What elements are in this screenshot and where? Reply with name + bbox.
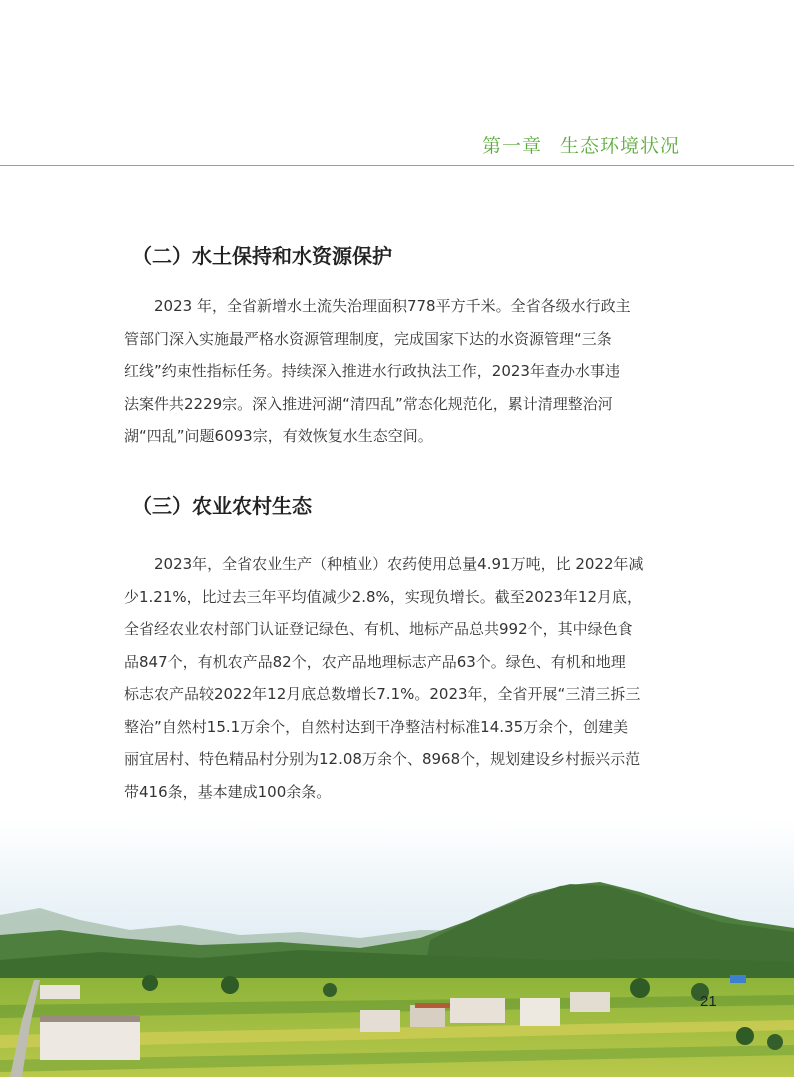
paragraph-line: 2023 年，全省新增水土流失治理面积778平方千米。全省各级水行政主 <box>154 297 631 315</box>
paragraph-line: 标志农产品较2022年12月底总数增长7.1%。2023年，全省开展“三清三拆三 <box>124 685 641 703</box>
paragraph-agriculture <box>124 548 664 808</box>
rural-landscape-photo <box>0 820 794 1077</box>
paragraph-line: 红线”约束性指标任务。持续深入推进水行政执法工作，2023年查办水事违 <box>124 362 620 380</box>
paragraph-water <box>124 290 664 453</box>
chapter-number: 第一章 <box>481 135 542 157</box>
section-heading-water: （二）水土保持和水资源保护 <box>132 244 392 268</box>
paragraph-line: 整治”自然村15.1万余个，自然村达到干净整洁村标准14.35万余个，创建美 <box>124 717 629 736</box>
chapter-title: 生态环境状况 <box>559 135 680 157</box>
paragraph-line: 少1.21%，比过去三年平均值减少2.8%，实现负增长。截至2023年12月底， <box>124 587 643 606</box>
chapter-header <box>482 131 680 158</box>
paragraph-line: 管部门深入实施最严格水资源管理制度，完成国家下达的水资源管理“三条 <box>124 329 612 348</box>
paragraph-line: 全省经农业农村部门认证登记绿色、有机、地标产品总共992个，其中绿色食 <box>124 620 633 638</box>
section-heading-agriculture: （三）农业农村生态 <box>132 494 312 518</box>
paragraph-line: 湖“四乱”问题6093宗，有效恢复水生态空间。 <box>124 427 433 445</box>
paragraph-line: 法案件共2229宗。深入推进河湖“清四乱”常态化规范化，累计清理整治河 <box>124 394 613 413</box>
header-divider <box>0 165 794 166</box>
paragraph-line: 带416条，基本建成100余条。 <box>124 782 332 801</box>
paragraph-line: 品847个，有机农产品82个，农产品地理标志产品63个。绿色、有机和地理 <box>124 652 626 671</box>
paragraph-line: 丽宜居村、特色精品村分别为12.08万余个、8968个，规划建设乡村振兴示范 <box>124 750 641 768</box>
paragraph-line: 2023年，全省农业生产（种植业）农药使用总量4.91万吨，比 2022年减 <box>154 555 644 573</box>
page-number: 21 <box>700 993 717 1010</box>
